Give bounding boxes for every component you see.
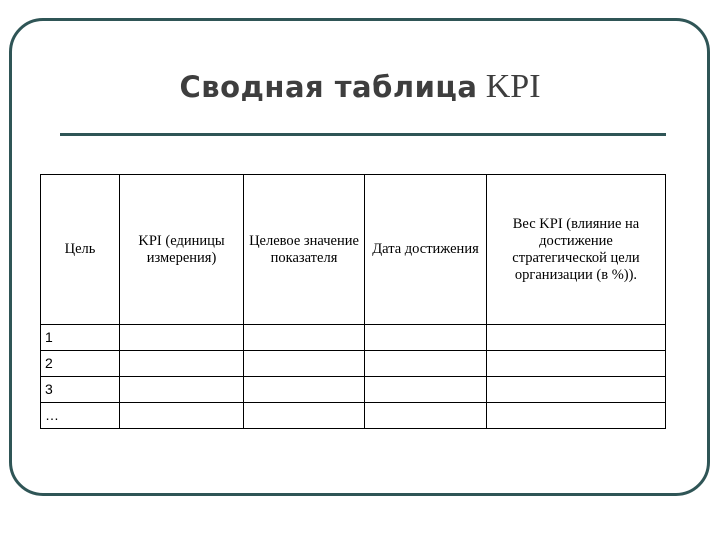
table-cell: [365, 325, 487, 351]
header-target-value: Целевое значение показателя: [244, 175, 365, 325]
table-cell: [487, 325, 666, 351]
table-row: [41, 351, 666, 377]
slide-title: [0, 68, 720, 106]
header-kpi-units: KPI (единицы измерения): [120, 175, 244, 325]
table-row: [41, 377, 666, 403]
kpi-summary-table: [40, 174, 666, 429]
title-underline: [60, 133, 666, 136]
table-cell: [244, 351, 365, 377]
table-cell: [120, 403, 244, 429]
table-cell: [120, 351, 244, 377]
table-row: [41, 325, 666, 351]
table-cell: [244, 403, 365, 429]
table-cell: [120, 377, 244, 403]
row-label: 3: [41, 377, 120, 403]
header-goal: Цель: [41, 175, 120, 325]
row-label: 2: [41, 351, 120, 377]
title-text: Сводная таблица: [179, 70, 478, 104]
table-cell: [244, 325, 365, 351]
table-cell: [244, 377, 365, 403]
table-cell: [365, 377, 487, 403]
table-header-row: [41, 175, 666, 325]
header-kpi-weight: Вес KPI (влияние на достижение стратегической цели организации (в %)).: [487, 175, 666, 325]
table-cell: [365, 403, 487, 429]
table-cell: [487, 377, 666, 403]
table-cell: [365, 351, 487, 377]
header-achievement-date: Дата достижения: [365, 175, 487, 325]
row-label: …: [41, 403, 120, 429]
row-label: 1: [41, 325, 120, 351]
table-cell: [120, 325, 244, 351]
title-kpi: KPI: [485, 68, 541, 105]
table-cell: [487, 351, 666, 377]
table-cell: [487, 403, 666, 429]
table-row: [41, 403, 666, 429]
